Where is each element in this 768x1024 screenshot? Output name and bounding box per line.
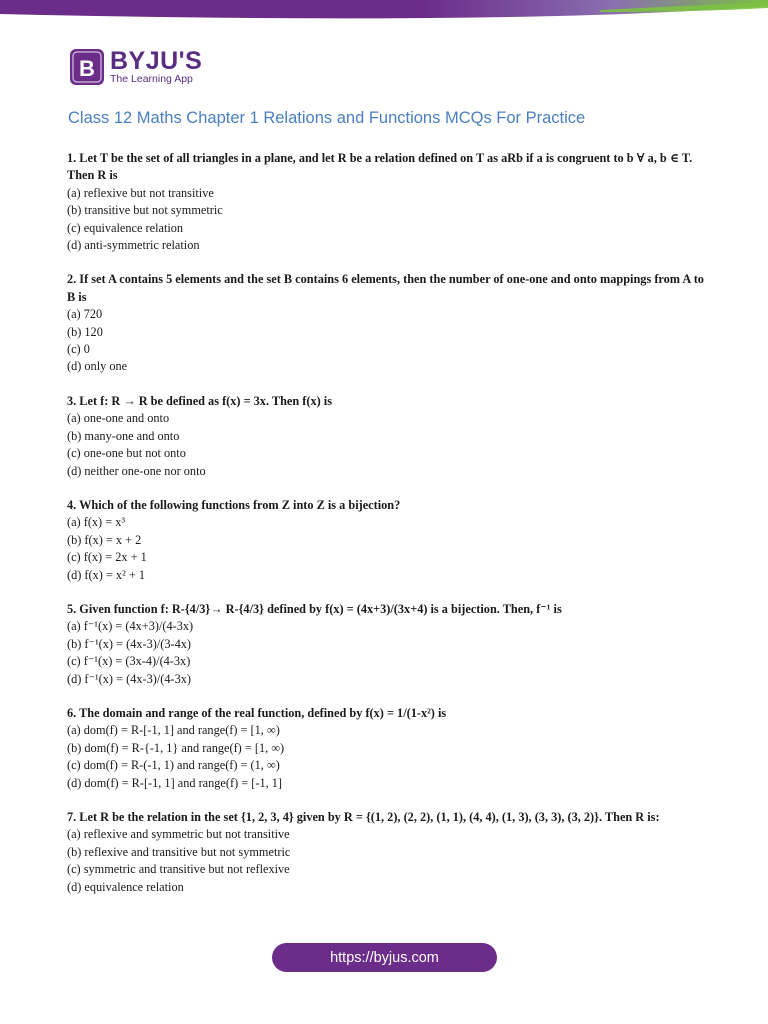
logo-letter: B (79, 56, 95, 81)
answer-option: (c) f(x) = 2x + 1 (67, 550, 147, 565)
answer-option: (a) f⁻¹(x) = (4x+3)/(4-3x) (67, 619, 194, 634)
top-decorative-band (0, 0, 768, 20)
question-block (67, 601, 707, 688)
logo-tagline: The Learning App (110, 72, 193, 85)
answer-option: (c) equivalence relation (67, 220, 184, 235)
answer-option: (b) dom(f) = R-{-1, 1} and range(f) = [1, ∞) (67, 740, 285, 755)
question-text: 5. Given function f: R-{4/3}→ R-{4/3} defined by f(x) = (4x+3)/(3x+4) is a bijection. Then, f⁻¹ is (67, 601, 562, 616)
answer-option: (a) dom(f) = R-[-1, 1] and range(f) = [1, ∞) (67, 723, 280, 738)
question-text: 7. Let R be the relation in the set {1, 2, 3, 4} given by R = {(1, 2), (2, 2), (1, 1), (4, 4), (1, 3), (3, 3), (3, 2)}. Then R is: (67, 810, 660, 824)
answer-option: (a) reflexive and symmetric but not transitive (67, 827, 290, 842)
footer-link-button[interactable] (272, 943, 497, 972)
question-block (67, 809, 707, 896)
question-text: 1. Let T be the set of all triangles in a plane, and let R be a relation defined on T as aRb if a is congruent to b ∀ a, b ∈ T. Then R is (67, 151, 693, 183)
answer-option: (c) symmetric and transitive but not reflexive (67, 862, 290, 877)
question-block (67, 271, 707, 375)
question-text: 4. Which of the following functions from Z into Z is a bijection? (67, 497, 401, 512)
footer-link-text: https://byjus.com (330, 949, 439, 966)
answer-option: (b) 120 (67, 324, 103, 339)
question-text: 6. The domain and range of the real function, defined by f(x) = 1/(1-x²) is (67, 705, 447, 720)
page-title: Class 12 Maths Chapter 1 Relations and Functions MCQs For Practice (68, 109, 586, 127)
question-text: 3. Let f: R → R be defined as f(x) = 3x. Then f(x) is (67, 393, 333, 408)
answer-option: (b) transitive but not symmetric (67, 203, 223, 218)
answer-option: (d) anti-symmetric relation (67, 238, 200, 253)
answer-option: (b) many-one and onto (67, 428, 180, 443)
answer-option: (a) one-one and onto (67, 411, 170, 426)
answer-option: (d) f(x) = x² + 1 (67, 567, 145, 582)
answer-option: (d) only one (67, 359, 128, 374)
question-block (67, 497, 707, 584)
answer-option: (d) f⁻¹(x) = (4x-3)/(4-3x) (67, 671, 191, 686)
answer-option: (a) 720 (67, 307, 103, 322)
answer-option: (c) dom(f) = R-(-1, 1) and range(f) = (1, ∞) (67, 758, 280, 773)
question-block (67, 705, 707, 792)
answer-option: (c) f⁻¹(x) = (3x-4)/(4-3x) (67, 654, 191, 669)
question-text: 2. If set A contains 5 elements and the set B contains 6 elements, then the number of one-one and onto mappings from A to B is (67, 272, 704, 304)
answer-option: (b) f⁻¹(x) = (4x-3)/(3-4x) (67, 636, 191, 651)
answer-option: (c) one-one but not onto (67, 446, 186, 461)
answer-option: (d) neither one-one nor onto (67, 463, 206, 478)
question-block (67, 150, 707, 254)
byjus-logo-mark-icon (69, 48, 105, 86)
answer-option: (d) dom(f) = R-[-1, 1] and range(f) = [-1, 1] (67, 775, 282, 790)
byjus-logo[interactable] (69, 47, 202, 87)
question-list (67, 150, 707, 913)
answer-option: (c) 0 (67, 342, 90, 357)
answer-option: (a) f(x) = x³ (67, 515, 126, 530)
logo-brand-name: BYJU'S (110, 46, 203, 75)
answer-option: (b) reflexive and transitive but not symmetric (67, 844, 291, 859)
answer-option: (d) equivalence relation (67, 879, 184, 894)
answer-option: (a) reflexive but not transitive (67, 185, 214, 200)
question-block (67, 393, 707, 480)
answer-option: (b) f(x) = x + 2 (67, 532, 142, 547)
